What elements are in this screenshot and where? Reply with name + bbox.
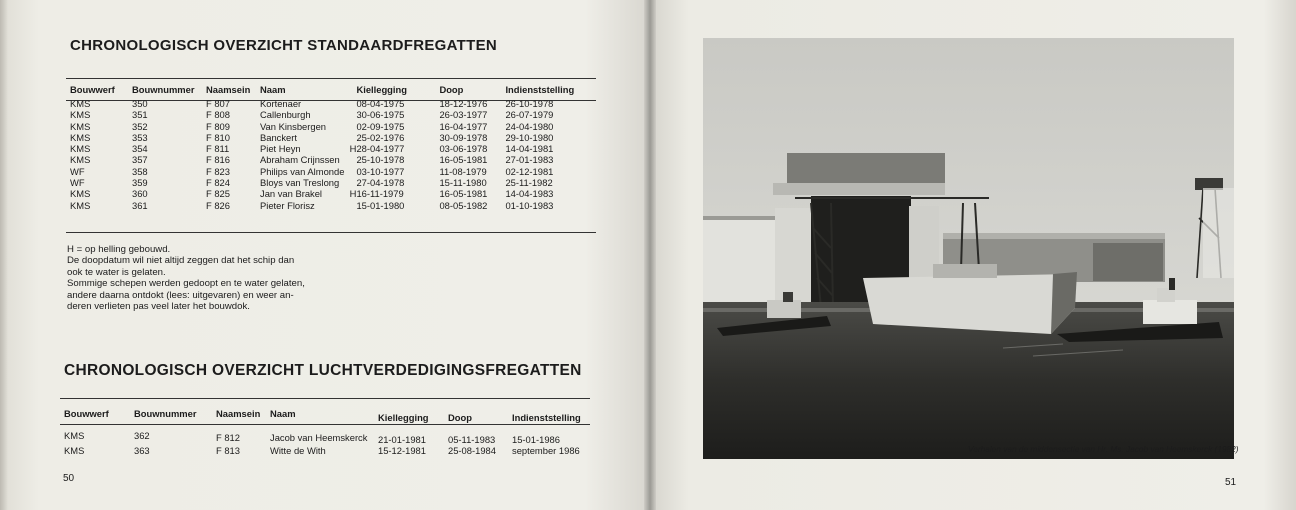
cell-bouwwerf: KMS xyxy=(70,109,91,121)
cell-doop: 15-11-1980 xyxy=(439,177,487,189)
cell-helling xyxy=(344,109,356,120)
cell-doop: 16-05-1981 xyxy=(439,188,488,200)
cell-bouwnummer: 360 xyxy=(132,188,148,200)
note-line: De doopdatum wil niet altijd zeggen dat het schip dan xyxy=(67,255,295,267)
cell-naamsein: F 823 xyxy=(206,165,230,177)
standard-title: CHRONOLOGISCH OVERZICHT STANDAARDFREGATTEN xyxy=(70,37,498,54)
header-bouwnummer: Bouwnummer xyxy=(134,407,197,419)
cell-indienststelling: 15-01-1986 xyxy=(512,434,560,445)
header-doop: Doop xyxy=(439,83,464,95)
cell-bouwnummer: 354 xyxy=(132,143,148,155)
table-row xyxy=(70,166,575,177)
cell-bouwwerf: KMS xyxy=(70,131,91,143)
header-bouwnummer: Bouwnummer xyxy=(132,83,195,95)
cell-naam: Philips van Almonde xyxy=(260,165,345,177)
cell-naam: Banckert xyxy=(260,131,297,143)
cell-naamsein: F 825 xyxy=(206,188,230,200)
cell-kiellegging: 27-04-1978 xyxy=(356,177,405,189)
cell-indienststelling: 29-10-1980 xyxy=(505,131,554,143)
cell-bouwnummer: 350 xyxy=(132,98,148,109)
page-number-left: 50 xyxy=(63,473,75,484)
note-line: Sommige schepen werden gedoopt en te water gelaten, xyxy=(67,278,305,290)
cell-bouwnummer: 361 xyxy=(132,199,148,211)
cell-bouwnummer: 353 xyxy=(132,131,148,143)
cell-naam: Jan van Brakel xyxy=(260,188,323,200)
cell-naamsein: F 809 xyxy=(206,120,230,132)
cell-naamsein: F 812 xyxy=(216,431,240,443)
cell-bouwwerf: KMS xyxy=(70,199,91,211)
cell-indienststelling: 14-04-1981 xyxy=(505,143,554,155)
standard-header-row xyxy=(70,80,575,98)
cell-indienststelling: 02-12-1981 xyxy=(505,165,554,177)
header-naam: Naam xyxy=(260,83,286,95)
photo-caption: Verhalen van de middensectie van Hr. Ms. Jacob van Heemskerck (1982) xyxy=(968,444,1239,454)
cell-bouwwerf: KMS xyxy=(70,98,91,109)
table-row xyxy=(70,143,575,154)
cell-naam: Jacob van Heemskerck xyxy=(270,431,368,443)
book-gutter xyxy=(644,0,656,510)
lucht-title: CHRONOLOGISCH OVERZICHT LUCHTVERDEDIGINGSFREGATTEN xyxy=(64,362,582,379)
cell-bouwnummer: 362 xyxy=(134,430,150,441)
note-line: deren verlieten pas veel later het bouwdok. xyxy=(67,301,250,313)
cell-bouwwerf: WF xyxy=(70,177,85,189)
header-doop: Doop xyxy=(448,411,472,423)
cell-naam: Abraham Crijnssen xyxy=(260,154,340,166)
cell-bouwwerf: WF xyxy=(70,165,85,177)
cell-bouwwerf: KMS xyxy=(70,154,91,166)
table-row xyxy=(70,177,575,188)
cell-bouwwerf: KMS xyxy=(64,430,85,441)
cell-helling xyxy=(344,121,356,132)
cell-doop: 30-09-1978 xyxy=(439,131,488,143)
cell-bouwnummer: 352 xyxy=(132,120,148,132)
cell-indienststelling: 26-10-1978 xyxy=(505,98,554,109)
page-edge-shadow xyxy=(0,0,8,510)
cell-bouwwerf: KMS xyxy=(64,445,85,457)
cell-helling xyxy=(344,166,356,177)
table-row xyxy=(64,445,592,456)
table-row xyxy=(70,154,575,165)
note-line: ook te water is gelaten. xyxy=(67,266,166,278)
cell-kiellegging: 25-10-1978 xyxy=(356,154,405,166)
header-kiellegging: Kiellegging xyxy=(378,411,429,423)
cell-helling xyxy=(344,200,356,211)
header-naamsein: Naamsein xyxy=(206,83,251,95)
cell-naam: Pieter Florisz xyxy=(260,199,315,211)
cell-indienststelling: 24-04-1980 xyxy=(505,120,554,132)
cell-indienststelling: september 1986 xyxy=(512,445,580,457)
cell-bouwnummer: 363 xyxy=(134,445,150,457)
cell-bouwnummer: 357 xyxy=(132,154,148,166)
cell-helling: H xyxy=(349,143,357,155)
lucht-header-top-rule xyxy=(60,398,590,399)
cell-naam: Kortenaer xyxy=(260,98,302,109)
cell-kiellegging: 02-09-1975 xyxy=(356,120,405,132)
page-number-right: 51 xyxy=(1225,477,1237,488)
cell-kiellegging: 16-11-1979 xyxy=(356,188,404,200)
cell-naamsein: F 807 xyxy=(206,98,230,109)
cell-naamsein: F 816 xyxy=(206,154,230,166)
table-row xyxy=(70,109,575,120)
table-row xyxy=(70,188,575,199)
cell-doop: 11-08-1979 xyxy=(439,165,487,177)
cell-kiellegging: 15-01-1980 xyxy=(356,199,405,211)
cell-helling xyxy=(344,177,356,188)
cell-indienststelling: 26-07-1979 xyxy=(505,109,554,121)
header-kiellegging: Kiellegging xyxy=(356,83,407,95)
table-row xyxy=(64,426,592,445)
cell-naamsein: F 813 xyxy=(216,445,240,457)
cell-naamsein: F 811 xyxy=(206,143,230,155)
standard-table-bottom-rule xyxy=(66,232,596,233)
cell-bouwwerf: KMS xyxy=(70,143,91,155)
cell-indienststelling: 25-11-1982 xyxy=(505,177,553,189)
cell-indienststelling: 27-01-1983 xyxy=(505,154,554,166)
cell-naam: Piet Heyn xyxy=(260,143,301,155)
note-line: andere daarna ontdokt (lees: uitgevaren) en weer an- xyxy=(67,289,294,301)
cell-naam: Witte de With xyxy=(270,445,326,457)
cell-helling: H xyxy=(349,188,357,200)
cell-bouwnummer: 351 xyxy=(132,109,148,121)
table-row xyxy=(70,98,575,109)
cell-naam: Callenburgh xyxy=(260,109,311,121)
cell-bouwnummer: 359 xyxy=(132,177,148,189)
cell-doop: 16-05-1981 xyxy=(439,154,488,166)
cell-naamsein: F 826 xyxy=(206,199,230,211)
cell-doop: 26-03-1977 xyxy=(439,109,488,121)
header-helling xyxy=(344,80,356,98)
standard-header-top-rule xyxy=(66,78,596,79)
cell-helling xyxy=(344,154,356,165)
cell-naamsein: F 810 xyxy=(206,131,230,143)
cell-naamsein: F 808 xyxy=(206,109,230,121)
cell-kiellegging: 08-04-1975 xyxy=(356,98,405,109)
cell-naam: Van Kinsbergen xyxy=(260,120,327,132)
cell-doop: 08-05-1982 xyxy=(439,199,488,211)
cell-naam: Bloys van Treslong xyxy=(260,177,340,189)
cell-kiellegging: 28-04-1977 xyxy=(356,143,405,155)
cell-doop: 18-12-1976 xyxy=(439,98,488,109)
lucht-header-row xyxy=(64,400,592,426)
lucht-table xyxy=(64,400,592,457)
table-row xyxy=(70,121,575,132)
cell-helling xyxy=(344,132,356,143)
standard-table xyxy=(70,80,575,211)
shipyard-photo xyxy=(703,38,1234,459)
cell-indienststelling: 14-04-1983 xyxy=(505,188,554,200)
cell-doop: 03-06-1978 xyxy=(439,143,488,155)
notes xyxy=(67,244,347,312)
table-row xyxy=(70,200,575,211)
cell-kiellegging: 03-10-1977 xyxy=(356,165,405,177)
cell-bouwwerf: KMS xyxy=(70,188,91,200)
cell-bouwnummer: 358 xyxy=(132,165,148,177)
header-indienststelling: Indienststelling xyxy=(505,83,575,95)
header-bouwwerf: Bouwwerf xyxy=(70,83,115,95)
header-naamsein: Naamsein xyxy=(216,407,261,419)
cell-indienststelling: 01-10-1983 xyxy=(505,199,554,211)
cell-kiellegging: 21-01-1981 xyxy=(378,434,426,445)
header-bouwwerf: Bouwwerf xyxy=(64,407,109,419)
table-row xyxy=(70,132,575,143)
note-line: H = op helling gebouwd. xyxy=(67,244,171,255)
cell-doop: 05-11-1983 xyxy=(448,434,496,445)
cell-helling xyxy=(344,98,356,109)
header-indienststelling: Indienststelling xyxy=(512,411,581,423)
cell-doop: 25-08-1984 xyxy=(448,445,496,457)
cell-kiellegging: 30-06-1975 xyxy=(356,109,405,121)
cell-kiellegging: 15-12-1981 xyxy=(378,445,426,457)
cell-naamsein: F 824 xyxy=(206,177,230,189)
cell-bouwwerf: KMS xyxy=(70,120,91,132)
header-naam: Naam xyxy=(270,407,296,419)
cell-doop: 16-04-1977 xyxy=(439,120,488,132)
cell-kiellegging: 25-02-1976 xyxy=(356,131,405,143)
